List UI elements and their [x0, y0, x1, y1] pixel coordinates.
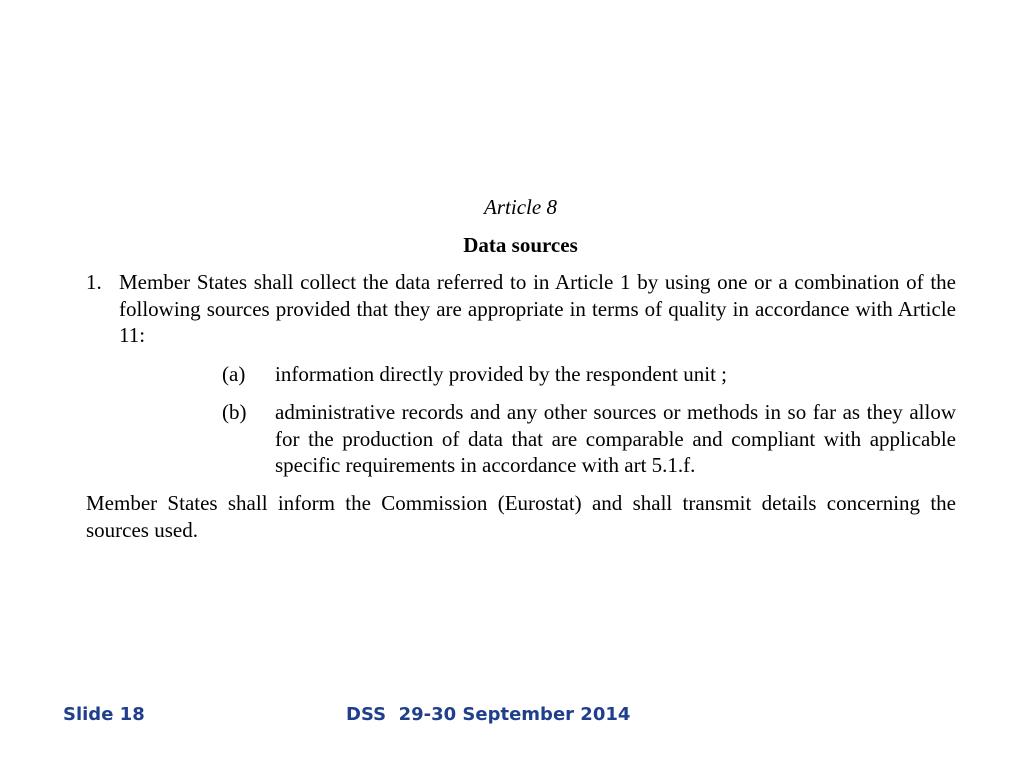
paragraph-1	[86, 269, 956, 349]
list-item-b	[222, 399, 956, 479]
article-title: Data sources	[463, 233, 578, 257]
paragraph-2: Member States shall inform the Commission (Eurostat) and shall transmit details concerning the sources used.	[86, 491, 956, 542]
article-heading: Article 8	[484, 195, 557, 219]
paragraph-1-number: 1.	[86, 270, 102, 294]
list-item-text: information directly provided by the respondent unit ;	[275, 362, 727, 386]
footer-slide-number: Slide 18	[63, 704, 145, 725]
list-item-label: (b)	[222, 400, 247, 424]
list-item-text: administrative records and any other sources or methods in so far as they allow for the production of data that are comparable and compliant with applicable specific requirements in accordance with art 5.1.f.	[275, 400, 956, 477]
paragraph-1-text: Member States shall collect the data referred to in Article 1 by using one or a combination of the following sources provided that they are appropriate in terms of quality in accordance with Article 11:	[119, 270, 956, 347]
footer-event-title: DSS 29-30 September 2014	[346, 704, 631, 725]
list-item-label: (a)	[222, 362, 246, 386]
list-item-a	[222, 361, 956, 388]
